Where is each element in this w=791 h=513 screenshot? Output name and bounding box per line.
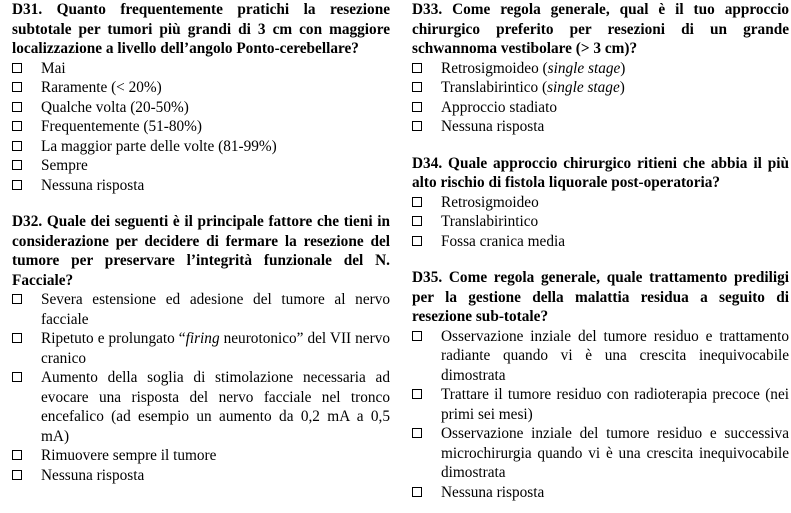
- option-label: Nessuna risposta: [441, 483, 545, 501]
- checkbox[interactable]: [12, 333, 22, 343]
- option-label: Qualche volta (20-50%): [41, 98, 189, 116]
- checkbox[interactable]: [12, 372, 22, 382]
- option-fossa-cranica-media[interactable]: [412, 232, 789, 252]
- options-list: [412, 327, 789, 503]
- option-osservazione-radiante[interactable]: [412, 327, 789, 386]
- option-frequentemente[interactable]: [12, 117, 390, 137]
- left-column: [12, 0, 390, 485]
- option-raramente[interactable]: [12, 78, 390, 98]
- option-label: Trattare il tumore residuo con radioterapia precoce (nei primi sei mesi): [441, 386, 789, 423]
- question-title: D31. Quanto frequentemente pratichi la resezione subtotale per tumori più grandi di 3 cm con maggiore localizzazione a livello dell’angolo Ponto-cerebellare?: [12, 1, 390, 57]
- checkbox[interactable]: [12, 180, 22, 190]
- question-d34: [412, 154, 789, 252]
- checkbox[interactable]: [12, 82, 22, 92]
- option-label: Osservazione inziale del tumore residuo e trattamento radiante quando vi è una crescita inequivocabile dimostrata: [441, 327, 789, 384]
- checkbox[interactable]: [12, 294, 22, 304]
- checkbox[interactable]: [412, 428, 422, 438]
- checkbox[interactable]: [12, 102, 22, 112]
- question-title: D35. Come regola generale, quale trattamento prediligi per la gestione della malattia residua a seguito di resezione sub-totale?: [412, 269, 789, 325]
- option-label: Fossa cranica media: [441, 232, 566, 250]
- option-approccio-stadiato[interactable]: [412, 98, 789, 118]
- option-label: Translabirintico: [441, 213, 539, 230]
- option-nessuna-risposta[interactable]: [412, 483, 789, 503]
- option-sempre[interactable]: [12, 156, 390, 176]
- option-label: La maggior parte delle volte (81-99%): [41, 137, 277, 155]
- checkbox[interactable]: [412, 331, 422, 341]
- checkbox[interactable]: [412, 197, 422, 207]
- option-translabirintico-single-stage[interactable]: [412, 78, 789, 98]
- option-mai[interactable]: [12, 59, 390, 79]
- checkbox[interactable]: [12, 160, 22, 170]
- option-rimuovere-sempre[interactable]: [12, 446, 390, 466]
- checkbox[interactable]: [12, 63, 22, 73]
- checkbox[interactable]: [412, 216, 422, 226]
- question-title: D32. Quale dei seguenti è il principale fattore che tieni in considerazione per decidere di fermare la resezione del tumore per preservare l’integrità funzionale del N. Facciale?: [12, 213, 390, 289]
- option-label: Nessuna risposta: [41, 176, 145, 194]
- checkbox[interactable]: [412, 389, 422, 399]
- checkbox[interactable]: [412, 102, 422, 112]
- question-title: D33. Come regola generale, qual è il tuo approccio chirurgico preferito per resezioni di un grande schwannoma vestibolare (> 3 cm)?: [412, 1, 789, 57]
- checkbox[interactable]: [412, 236, 422, 246]
- option-label: Rimuovere sempre il tumore: [41, 447, 217, 464]
- option-nessuna-risposta[interactable]: [12, 466, 390, 486]
- right-column: [412, 0, 789, 502]
- option-maggior-parte[interactable]: [12, 137, 390, 157]
- options-list: [412, 59, 789, 137]
- question-d35: [412, 268, 789, 502]
- question-d32: [12, 212, 390, 485]
- option-label: Nessuna risposta: [41, 466, 145, 484]
- option-label: Ripetuto e prolungato “firing neurotonico” del VII nervo cranico: [41, 330, 390, 367]
- option-label: Sempre: [41, 157, 88, 174]
- option-radioterapia-precoce[interactable]: [412, 385, 789, 424]
- option-label: Raramente (< 20%): [41, 79, 162, 96]
- option-label: Aumento della soglia di stimolazione necessaria ad evocare una risposta del nervo facciale nel tronco encefalico (ad esempio un aumento da 0,2 mA a 0,5 mA): [41, 369, 390, 445]
- checkbox[interactable]: [412, 121, 422, 131]
- option-retrosigmoideo-single-stage[interactable]: [412, 59, 789, 79]
- option-label: Nessuna risposta: [441, 118, 545, 135]
- option-translabirintico[interactable]: [412, 212, 789, 232]
- option-estensione-adesione[interactable]: [12, 290, 390, 329]
- option-label: Retrosigmoideo (single stage): [441, 59, 626, 77]
- checkbox[interactable]: [12, 121, 22, 131]
- option-retrosigmoideo[interactable]: [412, 193, 789, 213]
- options-list: [12, 290, 390, 485]
- option-label: Translabirintico (single stage): [441, 79, 625, 96]
- option-firing-neurotonico[interactable]: [12, 329, 390, 368]
- options-list: [12, 59, 390, 196]
- option-label: Mai: [41, 59, 66, 77]
- question-d31: [12, 0, 390, 195]
- option-label: Frequentemente (51-80%): [41, 118, 202, 135]
- option-label: Osservazione inziale del tumore residuo e successiva microchirurgia quando vi è una crescita inequivocabile dimostrata: [441, 425, 789, 481]
- options-list: [412, 193, 789, 252]
- option-label: Retrosigmoideo: [441, 193, 539, 211]
- option-soglia-stimolazione[interactable]: [12, 368, 390, 446]
- option-label: Severa estensione ed adesione del tumore al nervo facciale: [41, 291, 390, 328]
- checkbox[interactable]: [12, 470, 22, 480]
- question-title: D34. Quale approccio chirurgico ritieni che abbia il più alto rischio di fistola liquorale post-operatoria?: [412, 154, 789, 191]
- option-label: Approccio stadiato: [441, 98, 557, 116]
- option-qualche-volta[interactable]: [12, 98, 390, 118]
- option-nessuna-risposta[interactable]: [412, 117, 789, 137]
- option-nessuna-risposta[interactable]: [12, 176, 390, 196]
- checkbox[interactable]: [12, 450, 22, 460]
- checkbox[interactable]: [412, 487, 422, 497]
- checkbox[interactable]: [412, 82, 422, 92]
- checkbox[interactable]: [12, 141, 22, 151]
- option-osservazione-microchirurgia[interactable]: [412, 424, 789, 483]
- checkbox[interactable]: [412, 63, 422, 73]
- question-d33: [412, 0, 789, 137]
